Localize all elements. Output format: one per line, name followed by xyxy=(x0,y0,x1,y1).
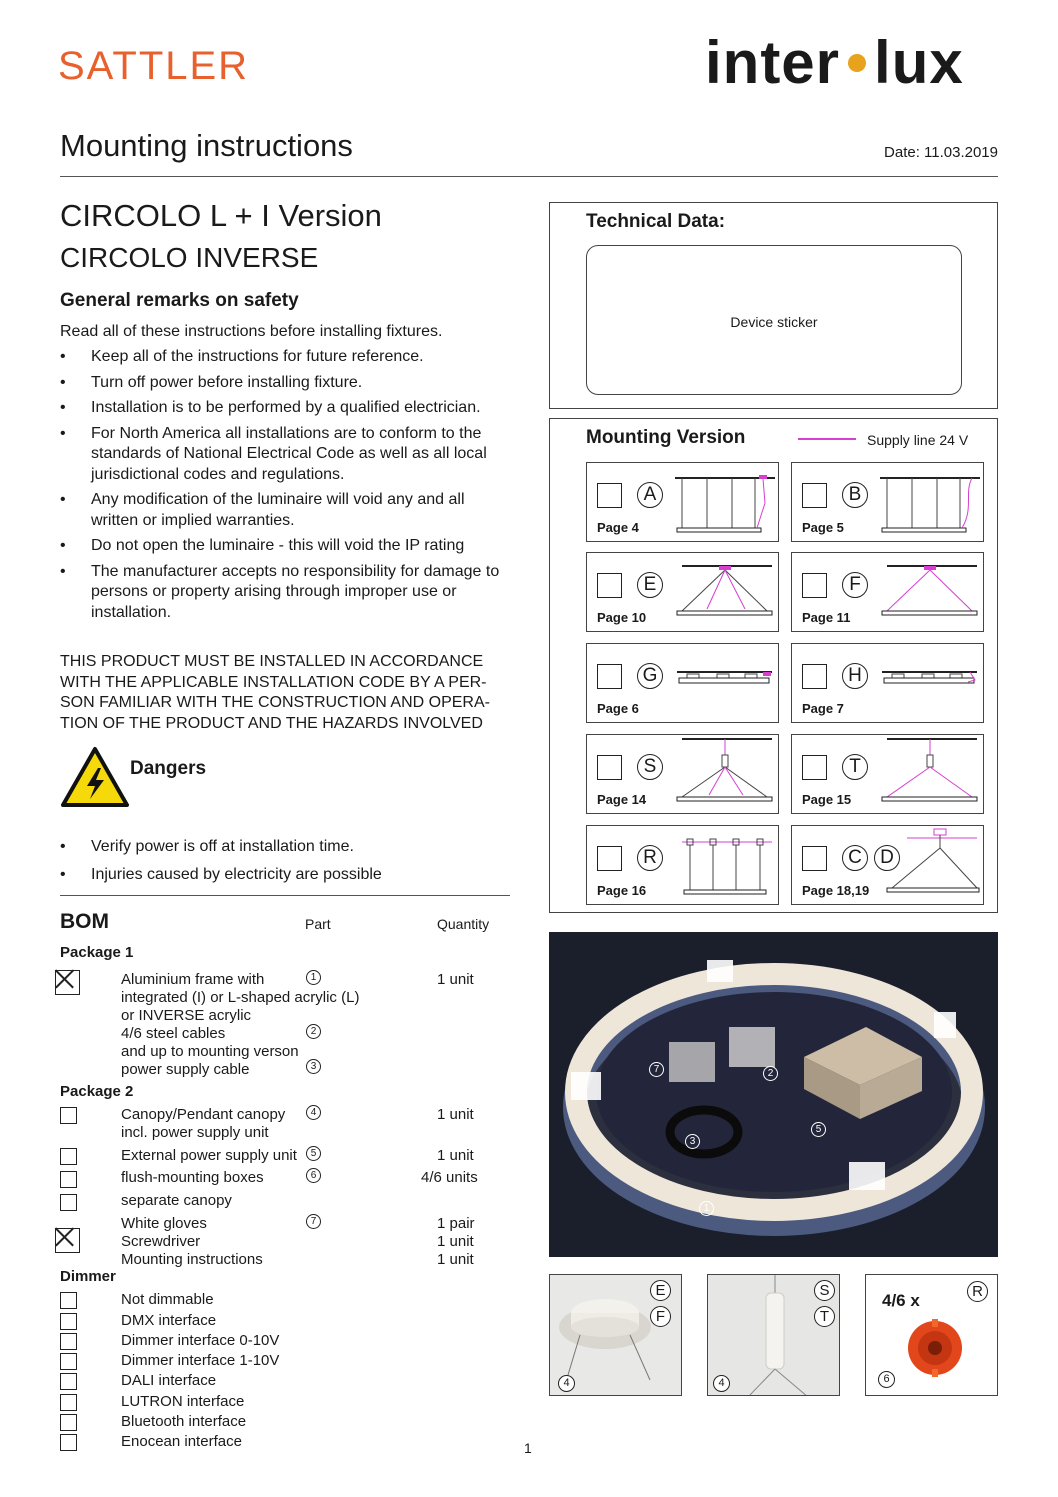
version-letter: E xyxy=(650,1280,671,1301)
mounting-option-t[interactable] xyxy=(791,734,984,814)
page-reference: Page 5 xyxy=(802,520,844,535)
dimmer-checkbox[interactable] xyxy=(60,1394,77,1411)
dangers-list xyxy=(60,837,512,890)
version-letter: A xyxy=(637,482,663,508)
list-item: Bluetooth interface xyxy=(121,1413,247,1430)
version-letter: E xyxy=(637,572,663,598)
version-letter: C xyxy=(842,845,868,871)
mounting-option-g[interactable] xyxy=(586,643,779,723)
mounting-option-a[interactable] xyxy=(586,462,779,542)
interlux-logo: inter lux xyxy=(705,29,964,96)
page-number: 1 xyxy=(524,1440,532,1456)
sattler-logo: SATTLER xyxy=(58,44,250,88)
package-contents-photo xyxy=(549,932,998,1257)
install-warning: THIS PRODUCT MUST BE INSTALLED IN ACCORDANCE WITH THE APPLICABLE INSTALLATION CODE BY A PER- SON FAMILIAR WITH THE CONSTRUCTION AND OPERA- TION OF THE PRODUCT AND THE HAZARDS INVOLVED xyxy=(60,653,490,732)
list-item: Dimmer interface 1-10V xyxy=(121,1352,280,1369)
accessories-qty: 1 pair 1 unit 1 unit xyxy=(437,1215,475,1268)
supply-line-legend: Supply line 24 V xyxy=(867,432,969,448)
list-item: • Keep all of the instructions for future reference. xyxy=(60,347,512,368)
page-reference: Page 15 xyxy=(802,792,852,807)
mounting-option-f[interactable] xyxy=(791,552,984,632)
page-reference: Page 16 xyxy=(597,883,647,898)
list-item: • Injuries caused by electricity are possible xyxy=(60,865,512,886)
list-item: • For North America all installations are to conform to the standards of National Electrical Code as well as all local jurisdictional codes and regulations. xyxy=(60,424,512,486)
technical-data-heading: Technical Data: xyxy=(586,211,726,232)
dimmer-checkbox[interactable] xyxy=(60,1373,77,1390)
product-title: CIRCOLO L + I Version xyxy=(60,198,382,233)
list-item: • Turn off power before installing fixture. xyxy=(60,373,512,394)
canopy-checkbox[interactable] xyxy=(60,1107,77,1124)
part-number: 7 xyxy=(306,1214,321,1229)
canopy-qty: 1 unit xyxy=(437,1106,474,1123)
part-number: 5 xyxy=(306,1146,321,1161)
list-item: Dimmer interface 0-10V xyxy=(121,1332,280,1349)
bom-part-header: Part xyxy=(305,916,331,932)
list-item: • Verify power is off at installation time. xyxy=(60,837,512,858)
list-item: • Any modification of the luminaire will void any and all written or implied warranties. xyxy=(60,490,512,531)
flush-box-thumbnail xyxy=(865,1274,998,1396)
version-letter: T xyxy=(814,1306,835,1327)
part-number: 2 xyxy=(306,1024,321,1039)
page-reference: Page 4 xyxy=(597,520,639,535)
version-letter: B xyxy=(842,482,868,508)
mounting-option-r[interactable] xyxy=(586,825,779,905)
page-reference: Page 14 xyxy=(597,792,647,807)
canopy-description: Canopy/Pendant canopy incl. power supply unit xyxy=(121,1106,286,1141)
mounting-option-h[interactable] xyxy=(791,643,984,723)
dimmer-checkbox[interactable] xyxy=(60,1333,77,1350)
dimmer-checkbox[interactable] xyxy=(60,1434,77,1451)
page-reference: Page 7 xyxy=(802,701,844,716)
list-item: Not dimmable xyxy=(121,1291,214,1308)
flush-box-count: 4/6 x xyxy=(882,1291,920,1310)
accessories-description: White gloves Screwdriver Mounting instructions xyxy=(121,1215,263,1268)
part-label: 2 xyxy=(763,1066,778,1081)
package1-qty: 1 unit xyxy=(437,971,474,988)
dangers-heading: Dangers xyxy=(130,758,207,779)
part-number: 6 xyxy=(306,1168,321,1183)
list-item: DMX interface xyxy=(121,1312,217,1329)
power-supply-qty: 1 unit xyxy=(437,1147,474,1164)
dimmer-checkbox[interactable] xyxy=(60,1353,77,1370)
mounting-option-e[interactable] xyxy=(586,552,779,632)
canopy-thumbnail xyxy=(549,1274,682,1396)
flush-boxes-qty: 4/6 units xyxy=(421,1169,478,1186)
list-item: • The manufacturer accepts no responsibility for damage to persons or property arising through improper use or installation. xyxy=(60,562,512,624)
list-item: LUTRON interface xyxy=(121,1393,245,1410)
mounting-version-heading: Mounting Version xyxy=(586,427,746,448)
version-letter: T xyxy=(842,754,868,780)
mounting-option-b[interactable] xyxy=(791,462,984,542)
dimmer-label: Dimmer xyxy=(60,1268,116,1285)
safety-heading: General remarks on safety xyxy=(60,290,299,311)
device-sticker-area xyxy=(586,245,962,395)
page-reference: Page 18,19 xyxy=(802,883,870,898)
list-item: DALI interface xyxy=(121,1372,217,1389)
supply-line-swatch xyxy=(798,438,856,440)
part-number: 4 xyxy=(306,1105,321,1120)
part-number: 4 xyxy=(558,1375,575,1392)
part-label: 5 xyxy=(811,1122,826,1137)
bom-divider xyxy=(60,895,510,896)
luminaire-ring-image xyxy=(549,932,998,1257)
safety-intro: Read all of these instructions before installing fixtures. xyxy=(60,323,443,340)
list-item: • Installation is to be performed by a qualified electrician. xyxy=(60,398,512,419)
page-reference: Page 6 xyxy=(597,701,639,716)
bom-heading: BOM xyxy=(60,910,109,933)
part-label: 1 xyxy=(699,1201,714,1216)
separate-canopy-description: separate canopy xyxy=(121,1192,232,1209)
part-label: 7 xyxy=(649,1062,664,1077)
version-letter: R xyxy=(637,845,663,871)
flush-boxes-checkbox[interactable] xyxy=(60,1171,77,1188)
electric-hazard-icon xyxy=(60,746,130,808)
list-item: • Do not open the luminaire - this will void the IP rating xyxy=(60,536,512,557)
document-date: Date: 11.03.2019 xyxy=(884,144,998,161)
dimmer-checkbox[interactable] xyxy=(60,1292,77,1309)
accessories-checkbox[interactable] xyxy=(55,1228,80,1253)
version-letter: F xyxy=(650,1306,671,1327)
dimmer-checkbox[interactable] xyxy=(60,1313,77,1330)
version-letter: G xyxy=(637,663,663,689)
part-number: 6 xyxy=(878,1371,895,1388)
technical-data-panel xyxy=(549,202,998,409)
device-sticker-label: Device sticker xyxy=(730,314,818,330)
package1-description: Aluminium frame with integrated (I) or L-shaped acrylic (L) or INVERSE acrylic 4/6 steel cables and up to mounting verson power supply cable xyxy=(121,971,360,1078)
page-reference: Page 11 xyxy=(802,610,851,625)
pendant-thumbnail xyxy=(707,1274,840,1396)
document-title: Mounting instructions xyxy=(60,128,353,163)
package1-checkbox[interactable] xyxy=(55,970,80,995)
page-reference: Page 10 xyxy=(597,610,647,625)
version-letter: S xyxy=(814,1280,835,1301)
dimmer-checkbox[interactable] xyxy=(60,1414,77,1431)
bom-quantity-header: Quantity xyxy=(437,916,490,932)
product-subtitle: CIRCOLO INVERSE xyxy=(60,242,319,273)
power-supply-checkbox[interactable] xyxy=(60,1148,77,1165)
package1-label: Package 1 xyxy=(60,944,134,961)
part-label: 3 xyxy=(685,1134,700,1149)
safety-list xyxy=(60,347,512,628)
part-number: 3 xyxy=(306,1059,321,1074)
version-letter: S xyxy=(637,754,663,780)
version-letter: D xyxy=(874,845,900,871)
package2-label: Package 2 xyxy=(60,1083,134,1100)
version-letter: H xyxy=(842,663,868,689)
header-divider xyxy=(60,176,998,177)
mounting-version-panel xyxy=(549,418,998,913)
power-supply-description: External power supply unit xyxy=(121,1147,297,1164)
version-letter: F xyxy=(842,572,868,598)
list-item: Enocean interface xyxy=(121,1433,242,1450)
mounting-option-cd[interactable] xyxy=(791,825,984,905)
version-letter: R xyxy=(967,1281,988,1302)
flush-box-image xyxy=(904,1317,966,1379)
mounting-option-s[interactable] xyxy=(586,734,779,814)
part-number: 4 xyxy=(713,1375,730,1392)
flush-boxes-description: flush-mounting boxes xyxy=(121,1169,264,1186)
part-number: 1 xyxy=(306,970,321,985)
separate-canopy-checkbox[interactable] xyxy=(60,1194,77,1211)
